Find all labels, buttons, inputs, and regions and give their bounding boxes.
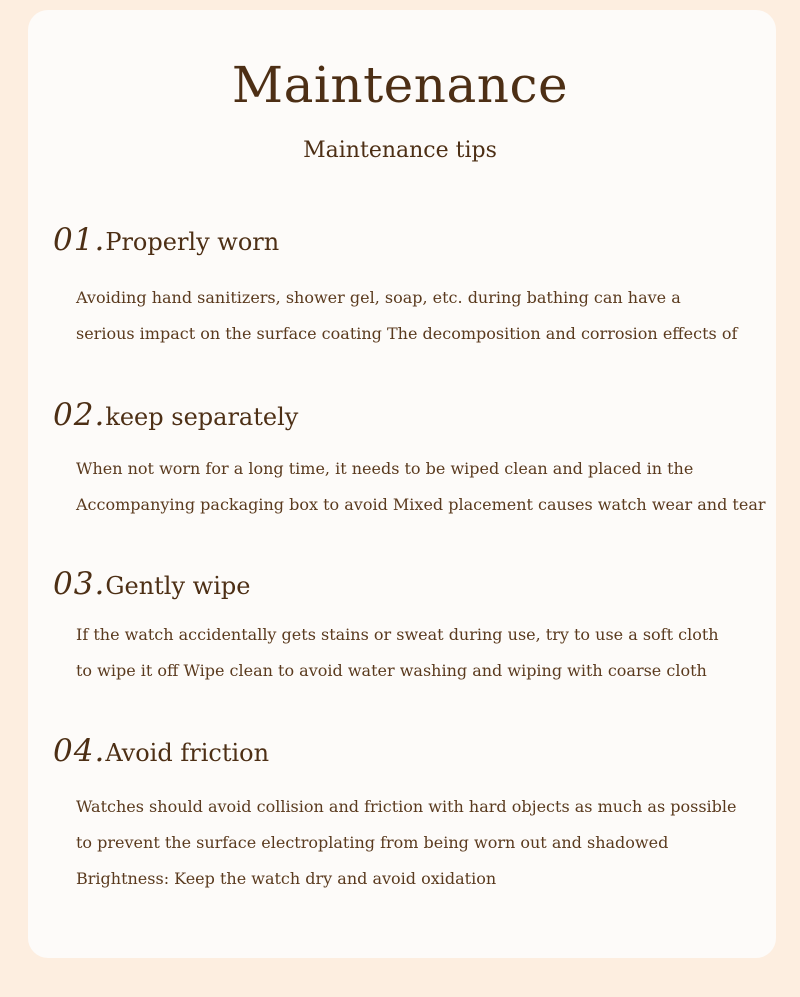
page-title: Maintenance [231, 56, 569, 114]
tip-number: 04. [53, 733, 106, 769]
tip-heading [53, 397, 298, 433]
tip-number: 01. [53, 222, 106, 258]
tip-line: If the watch accidentally gets stains or sweat during use, try to use a soft cloth [76, 625, 719, 644]
tip-line: to wipe it off Wipe clean to avoid water washing and wiping with coarse cloth [76, 661, 707, 680]
tip-title: keep separately [105, 403, 299, 431]
tip-line: serious impact on the surface coating The decomposition and corrosion effects of [76, 324, 738, 343]
tip-number: 03. [53, 566, 106, 602]
tip-title: Gently wipe [105, 572, 251, 600]
tip-line: Avoiding hand sanitizers, shower gel, soap, etc. during bathing can have a [76, 288, 681, 307]
page-subtitle: Maintenance tips [303, 138, 497, 163]
tip-heading [53, 733, 269, 769]
tip-heading [53, 566, 250, 602]
tip-line: to prevent the surface electroplating from being worn out and shadowed [76, 833, 669, 852]
tip-line: Brightness: Keep the watch dry and avoid oxidation [76, 869, 497, 888]
tip-title: Properly worn [105, 228, 280, 256]
tip-title: Avoid friction [105, 739, 270, 767]
tip-line: Accompanying packaging box to avoid Mixed placement causes watch wear and tear [76, 495, 766, 514]
tip-heading [53, 222, 279, 258]
tip-line: Watches should avoid collision and friction with hard objects as much as possible [76, 797, 737, 816]
tip-number: 02. [53, 397, 106, 433]
tip-line: When not worn for a long time, it needs to be wiped clean and placed in the [76, 459, 694, 478]
